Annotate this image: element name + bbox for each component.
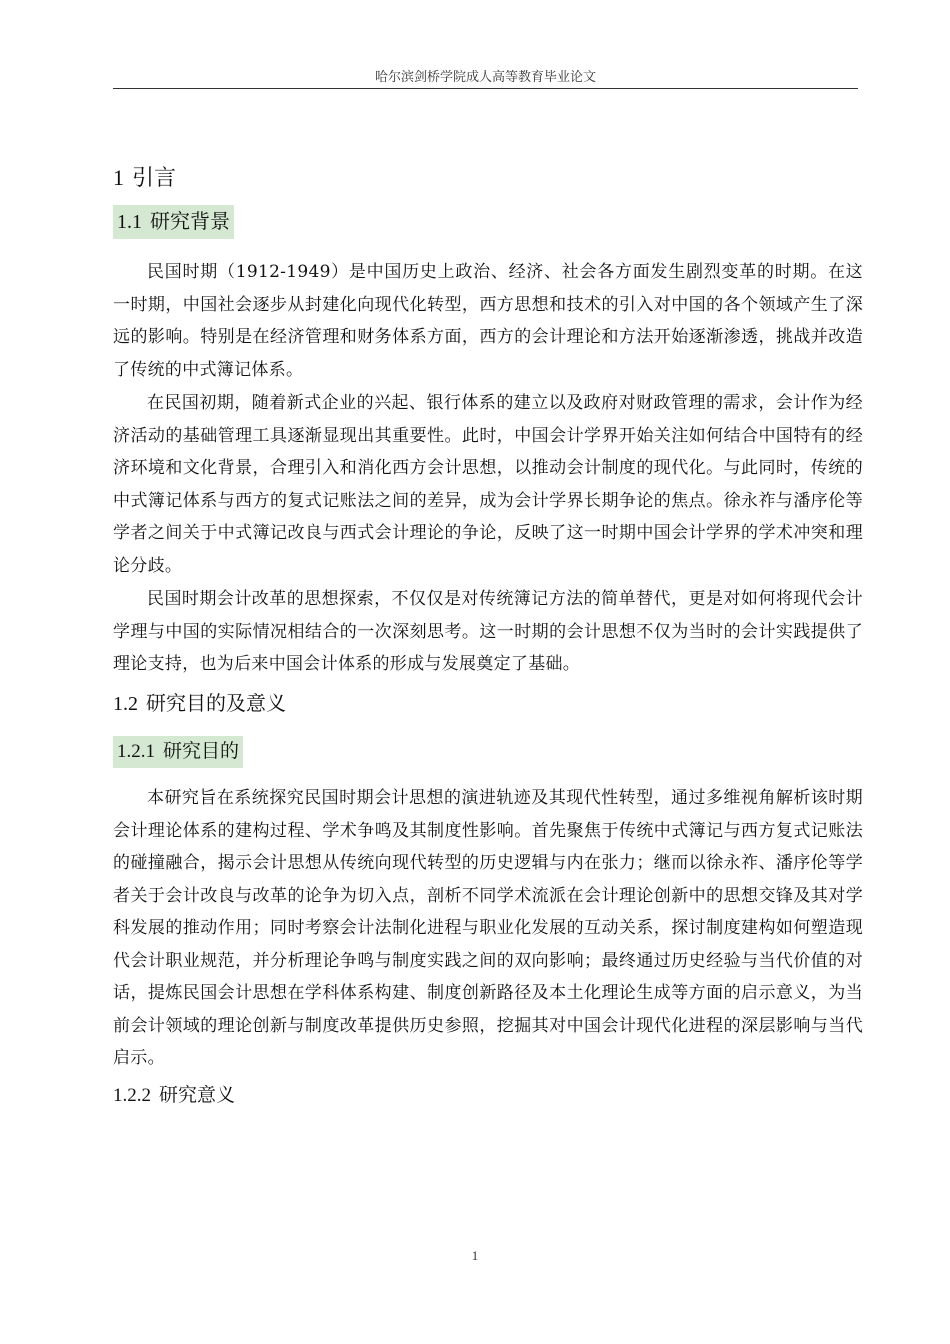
section-number: 1.1 xyxy=(117,211,142,233)
background-paragraph-3: 民国时期会计改革的思想探索，不仅仅是对传统簿记方法的简单替代，更是对如何将现代会计学理与中国的实际情况相结合的一次深刻思考。这一时期的会计思想不仅为当时的会计实践提供了理论支持，也为后来中国会计体系的形成与发展奠定了基础。 xyxy=(113,589,863,674)
section-title: 研究目的及意义 xyxy=(146,691,286,715)
subsection-heading-purpose xyxy=(113,736,243,767)
background-paragraph-2: 在民国初期，随着新式企业的兴起、银行体系的建立以及政府对财政管理的需求，会计作为经济活动的基础管理工具逐渐显现出其重要性。此时，中国会计学界开始关注如何结合中国特有的经济环境和文化背景，合理引入和消化西方会计思想，以推动会计制度的现代化。与此同时，传统的中式簿记体系与西方的复式记账法之间的差异，成为会计学界长期争论的焦点。徐永祚与潘序伦等学者之间关于中式簿记改良与西式会计理论的争论，反映了这一时期中国会计学界的学术冲突和理论分歧。 xyxy=(113,393,863,576)
chapter-number: 1 xyxy=(113,165,124,190)
subsection-number: 1.2.1 xyxy=(117,741,155,762)
subsection-heading-highlight xyxy=(113,736,243,768)
page-number: 1 xyxy=(471,1248,479,1263)
header-rule xyxy=(113,88,858,89)
subsection-title: 研究目的 xyxy=(163,740,240,762)
background-paragraph-1: 民国时期（1912-1949）是中国历史上政治、经济、社会各方面发生剧烈变革的时期。在这一时期，中国社会逐步从封建化向现代化转型，西方思想和技术的引入对中国的各个领域产生了深远的影响。特别是在经济管理和财务体系方面，西方的会计理论和方法开始逐渐渗透，挑战并改造了传统的中式簿记体系。 xyxy=(113,262,863,380)
chapter-title: 引言 xyxy=(132,166,177,191)
section-heading-highlight xyxy=(113,205,234,239)
subsection-title: 研究意义 xyxy=(159,1084,236,1106)
subsection-heading-significance xyxy=(113,1080,235,1111)
subsection-number: 1.2.2 xyxy=(113,1085,151,1106)
section-title: 研究背景 xyxy=(150,209,230,233)
chapter-heading xyxy=(113,163,176,194)
page-header: 哈尔滨剑桥学院成人高等教育毕业论文 xyxy=(374,70,596,85)
purpose-paragraph: 本研究旨在系统探究民国时期会计思想的演进轨迹及其现代性转型，通过多维视角解析该时期会计理论体系的建构过程、学术争鸣及其制度性影响。首先聚焦于传统中式簿记与西方复式记账法的碰撞融合，揭示会计思想从传统向现代转型的历史逻辑与内在张力；继而以徐永祚、潘序伦等学者关于会计改良与改革的论争为切入点，剖析不同学术流派在会计理论创新中的思想交锋及其对学科发展的推动作用；同时考察会计法制化进程与职业化发展的互动关系，探讨制度建构如何塑造现代会计职业规范，并分析理论争鸣与制度实践之间的双向影响；最终通过历史经验与当代价值的对话，提炼民国会计思想在学科体系构建、制度创新路径及本土化理论生成等方面的启示意义，为当前会计领域的理论创新与制度改革提供历史参照，挖掘其对中国会计现代化进程的深层影响与当代启示。 xyxy=(113,788,863,1068)
section-number: 1.2 xyxy=(113,693,138,715)
section-heading-background xyxy=(113,206,234,237)
section-heading-purpose-significance xyxy=(113,688,286,719)
